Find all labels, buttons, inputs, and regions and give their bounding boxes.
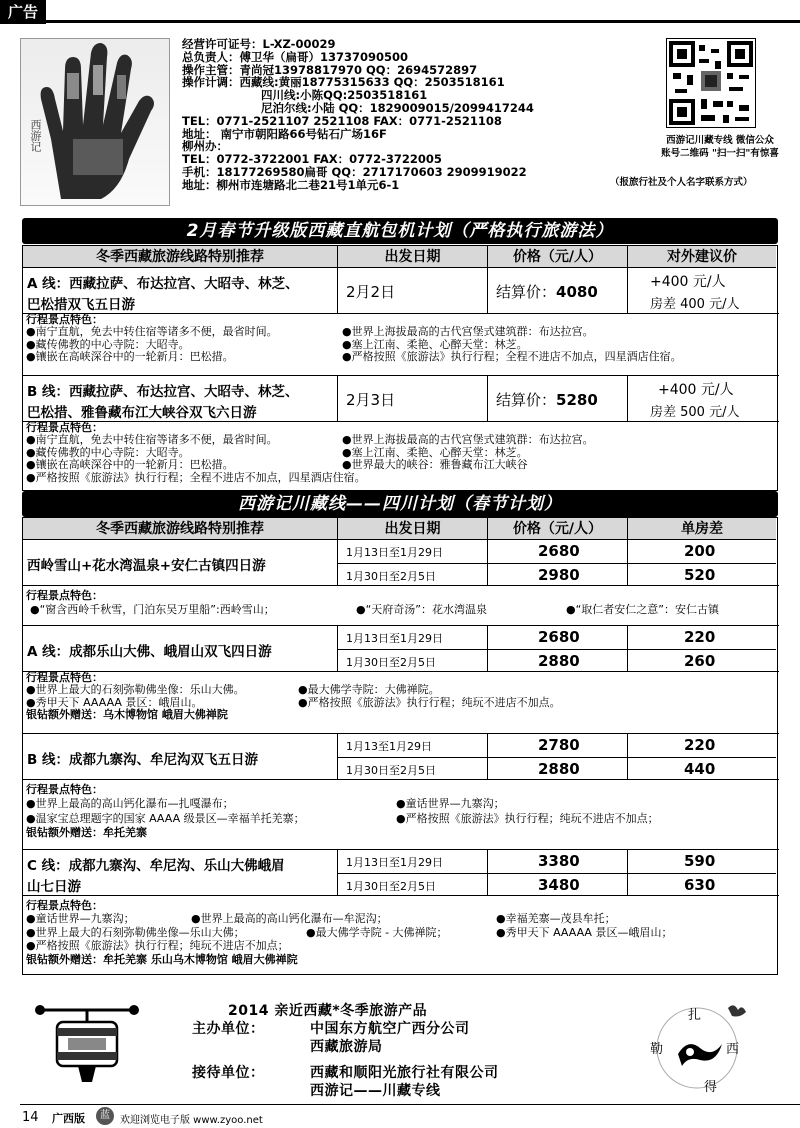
feature-label: 行程景点特色： [26,421,103,434]
feature-item: ●最大佛学寺院：大佛禅院。 [298,683,440,697]
single-cell [628,540,776,586]
section2-table [22,517,778,975]
host-unit-2: 西藏旅游局 [310,1039,383,1055]
gift-text: 银钻额外赠送：牟托羌寨 乐山乌木博物馆 峨眉大佛禅院 [26,952,298,966]
feature-item: ●塞上江南、柔艳、心醉天堂：林芝。 [342,337,528,351]
depart-date: 1月13日至1月29日 [346,632,443,645]
feature-item: ●温家宝总理题字的国家 AAAA 级景区—幸福羊托羌寨； [26,811,305,825]
depart-date: 1月30日至2月5日 [346,880,436,893]
route-name-cell [23,540,338,586]
ops-tibet-contact: 西藏线:黄丽18775315633 QQ：2503518161 [239,75,505,90]
edition-label: 广西版 [52,1112,85,1125]
col-header-price: 价格（元/人） [488,246,628,268]
feature-item: ●童话世界—九寨沟； [26,912,135,926]
route-name-line1: B 线：成都九寨沟、牟尼沟双飞五日游 [27,752,258,768]
date-cell [338,626,488,672]
route-features [23,586,779,626]
header [20,34,790,210]
nanning-tel: TEL：0771-2521107 2521108 FAX：0771-2521108 [182,113,502,128]
route-features [23,896,779,974]
table-row [23,268,779,314]
feature-item: ●镶嵌在高峡深谷中的一轮新月：巴松措。 [26,458,234,472]
receive-label: 接待单位： [192,1065,265,1081]
feature-item: ●严格按照《旅游法》执行行程；纯玩不进店不加点； [396,811,659,825]
price-label: 结算价： [496,391,557,409]
hand-logo-icon [21,39,170,206]
feature-item: ●世界上海拔最高的古代宫堡式建筑群：布达拉宫。 [342,325,594,339]
route-features [23,422,779,490]
price-value: 2780 [538,736,580,754]
col-header-suggest: 对外建议价 [667,249,737,265]
price-cell [488,626,628,672]
hand-logo [20,38,170,206]
host-unit-1: 中国东方航空广西分公司 [310,1021,470,1037]
feature-item: ●“窗含西岭千秋雪，门泊东吴万里船”:西岭雪山； [30,603,275,617]
feature-label: 行程景点特色： [26,589,103,602]
logo-text: 西游记 [29,119,42,152]
price-value: 3380 [538,852,580,870]
date-cell [338,734,488,780]
section1-table [22,245,778,491]
ops-manager: 操作主管：青尚冠13978817970 QQ：2694572897 [182,62,478,77]
host-label: 主办单位： [192,1021,265,1037]
single-supplement: 260 [684,652,716,670]
single-supplement: 590 [684,852,716,870]
single-supplement: 220 [684,628,716,646]
price-value: 2680 [538,628,580,646]
contact-block [182,38,662,192]
price-label: 结算价： [496,283,557,301]
nanning-address: 地址： 南宁市朝阳路66号钻石广场16F [182,126,387,141]
price-value: 2880 [538,760,580,778]
gift-text: 银钻额外赠送：牟托羌寨 [26,826,147,840]
single-cell [628,850,776,896]
single-supplement: 220 [684,736,716,754]
route-name-line2: 巴松措、雅鲁藏布江大峡谷双飞六日游 [27,405,257,421]
date-cell [338,376,488,422]
feature-item: ●严格按照《旅游法》执行行程；纯玩不进店不加点。 [298,695,561,709]
price-cell [488,850,628,896]
price-cell [488,376,628,422]
date-cell [338,540,488,586]
table-row [23,376,779,422]
route-name-line1: C 线：成都九寨沟、牟尼沟、乐山大佛峨眉 [27,858,285,874]
liuzhou-office: 柳州办： [182,139,228,154]
license-number: 经营许可证号：L-XZ-00029 [182,37,336,51]
feature-item: ●世界最大的峡谷：雅鲁藏布江大峡谷 [342,458,528,472]
receive-unit-2: 西游记——川藏专线 [310,1083,441,1099]
table-row [23,540,779,586]
suggest-cell [628,376,776,422]
suggest-cell [628,268,776,314]
feature-item: ●塞上江南、柔艳、心醉天堂：林芝。 [342,445,528,459]
prayer-wheel-icon [32,1000,142,1086]
depart-date: 2月3日 [346,391,396,409]
single-cell [628,734,776,780]
section2-title: 西游记川藏线——四川计划（春节计划） [22,491,778,517]
price-cell [488,734,628,780]
manager: 总负责人：傅卫华（扁哥）13737090500 [182,49,409,64]
depart-date: 1月13至1月29日 [346,740,432,753]
route-name-cell [23,734,338,780]
qr-caption-line1: 西游记川藏专线 微信公众 [666,135,774,146]
feature-item: ●最大佛学寺院 - 大佛禅院； [306,925,448,939]
route-name-line1: 西岭雪山+花水湾温泉+安仁古镇四日游 [27,558,266,574]
qr-caption-line2: 账号二维码 "扫一扫"有惊喜 [661,148,779,159]
feature-item: ●世界上最大的石刻弥勒佛坐像：乐山大佛。 [26,683,245,697]
single-supplement: 440 [684,760,716,778]
seal-char: 得 [704,1080,718,1095]
feature-item: ●藏传佛教的中心寺院：大昭寺。 [26,445,190,459]
price-value: 2880 [538,652,580,670]
single-supplement: 520 [684,566,716,584]
route-name-line1: B 线：西藏拉萨、布达拉宫、大昭寺、林芝、 [27,384,299,400]
route-name-line2: 巴松措双飞五日游 [27,297,135,313]
route-features [23,672,779,734]
feature-item: ●“取仁者安仁之意”：安仁古镇 [566,603,719,617]
table-row [23,734,779,780]
feature-label: 行程景点特色： [26,671,103,684]
price-value: 3480 [538,876,580,894]
seal-char: 扎 [688,1008,702,1023]
feature-item: ●严格按照《旅游法》执行行程；全程不进店不加点，四星酒店住宿。 [342,350,682,364]
table-row [23,626,779,672]
feature-label: 行程景点特色： [26,783,103,796]
seal-char: 西 [726,1042,740,1057]
price-value: 2980 [538,566,580,584]
feature-item: ●藏传佛教的中心寺院：大昭寺。 [26,337,190,351]
route-name-cell [23,376,338,422]
price-text [496,281,598,302]
price-value: 5280 [556,391,598,409]
price-value: 4080 [556,283,598,301]
ops-sichuan: 四川线:小陈QQ:2503518161 [261,88,428,103]
edition-badge-icon: 蓝 [96,1107,114,1125]
route-features [23,314,779,376]
col-header-date: 出发日期 [338,518,488,540]
top-divider [46,20,800,23]
single-cell [628,626,776,672]
route-name-cell [23,626,338,672]
depart-date: 1月30日至2月5日 [346,570,436,583]
depart-date: 2月2日 [346,283,396,301]
feature-label: 行程景点特色： [26,313,103,326]
price-cell [488,268,628,314]
qr-note: （报旅行社及个人名字联系方式） [610,177,753,188]
feature-item: ●幸福羌寨—茂县牟托； [496,912,616,926]
feature-item: ●世界上最高的高山钙化瀑布—牟泥沟； [191,912,388,926]
seal-char: 勒 [650,1042,664,1057]
ops-label: 操作计调： [182,75,240,90]
feature-item: ●秀甲天下 AAAAA 景区：峨眉山。 [26,695,203,709]
footer-block [22,994,778,1099]
feature-item: ●严格按照《旅游法》执行行程；纯玩不进店不加点； [26,939,289,953]
section1-header-row [23,246,776,268]
table-row [23,850,779,896]
ad-label: 广告 [0,0,46,24]
route-name-cell [23,268,338,314]
price-text [496,389,598,410]
single-supplement: 630 [684,876,716,894]
top-bar [0,0,800,24]
feature-item: ●秀甲天下 AAAAA 景区—峨眉山； [496,925,673,939]
section2-header-row [23,518,776,540]
feature-item: ●世界上最大的石刻弥勒佛坐像—乐山大佛； [26,925,245,939]
feature-item: ●镶嵌在高峡深谷中的一轮新月：巴松措。 [26,350,234,364]
liuzhou-tel: TEL：0772-3722001 FAX：0772-3722005 [182,152,442,167]
feature-item: ●世界上海拔最高的古代宫堡式建筑群：布达拉宫。 [342,433,594,447]
single-supplement: 200 [684,542,716,560]
feature-item: ●“天府奇汤”：花水湾温泉 [356,603,487,617]
feature-label: 行程景点特色： [26,899,103,912]
section1-title: 2月春节升级版西藏直航包机计划（严格执行旅游法） [22,218,778,244]
ops-nepal: 尼泊尔线:小陆 QQ：1829009015/2099417244 [261,100,534,115]
date-cell [338,850,488,896]
price-cell [488,540,628,586]
feature-item: ●南宁直航，免去中转住宿等诸多不便，最省时间。 [26,325,278,339]
feature-item: ●严格按照《旅游法》执行行程；全程不进店不加点，四星酒店住宿。 [26,470,366,484]
col-header-route: 冬季西藏旅游线路特别推荐 [23,518,338,540]
liuzhou-address: 地址：柳州市连塘路北二巷21号1单元6-1 [182,177,400,192]
col-header-route: 冬季西藏旅游线路特别推荐 [23,246,338,268]
col-header-date: 出发日期 [338,246,488,268]
suggest-extra: +400 元/人 [650,274,726,290]
site-link[interactable]: 欢迎浏览电子版 www.zyoo.net [120,1115,263,1126]
route-name-cell [23,850,338,896]
room-diff: 房差 500 元/人 [650,405,740,420]
qr-code-icon [666,38,756,128]
route-name-line2: 山七日游 [27,879,81,895]
tashi-delek-seal [642,998,752,1094]
col-header-price: 价格（元/人） [488,518,628,540]
suggest-extra: +400 元/人 [658,382,734,398]
product-title: 2014 亲近西藏*冬季旅游产品 [228,1003,428,1019]
route-name-line1: A 线：西藏拉萨、布达拉宫、大昭寺、林芝、 [27,276,299,292]
route-name-line1: A 线：成都乐山大佛、峨眉山双飞四日游 [27,644,272,660]
depart-date: 1月13日至1月29日 [346,856,443,869]
page-number: 14 [22,1110,39,1125]
room-diff: 房差 400 元/人 [650,297,740,312]
route-features [23,780,779,850]
feature-item: ●童话世界—九寨沟； [396,797,505,811]
date-cell [338,268,488,314]
liuzhou-mobile: 手机：18177269580扁哥 QQ：2717170603 2909919022 [182,164,527,179]
price-value: 2680 [538,542,580,560]
col-header-single: 单房差 [681,521,723,537]
page-footer [0,1104,800,1128]
qr-caption [640,134,800,160]
receive-unit-1: 西藏和顺阳光旅行社有限公司 [310,1065,499,1081]
feature-item: ●世界上最高的高山钙化瀑布—扎嘎瀑布； [26,797,234,811]
depart-date: 1月30日至2月5日 [346,764,436,777]
feature-item: ●南宁直航，免去中转住宿等诸多不便，最省时间。 [26,433,278,447]
gift-text: 银钻额外赠送：乌木博物馆 峨眉大佛禅院 [26,708,228,722]
depart-date: 1月30日至2月5日 [346,656,436,669]
depart-date: 1月13日至1月29日 [346,546,443,559]
